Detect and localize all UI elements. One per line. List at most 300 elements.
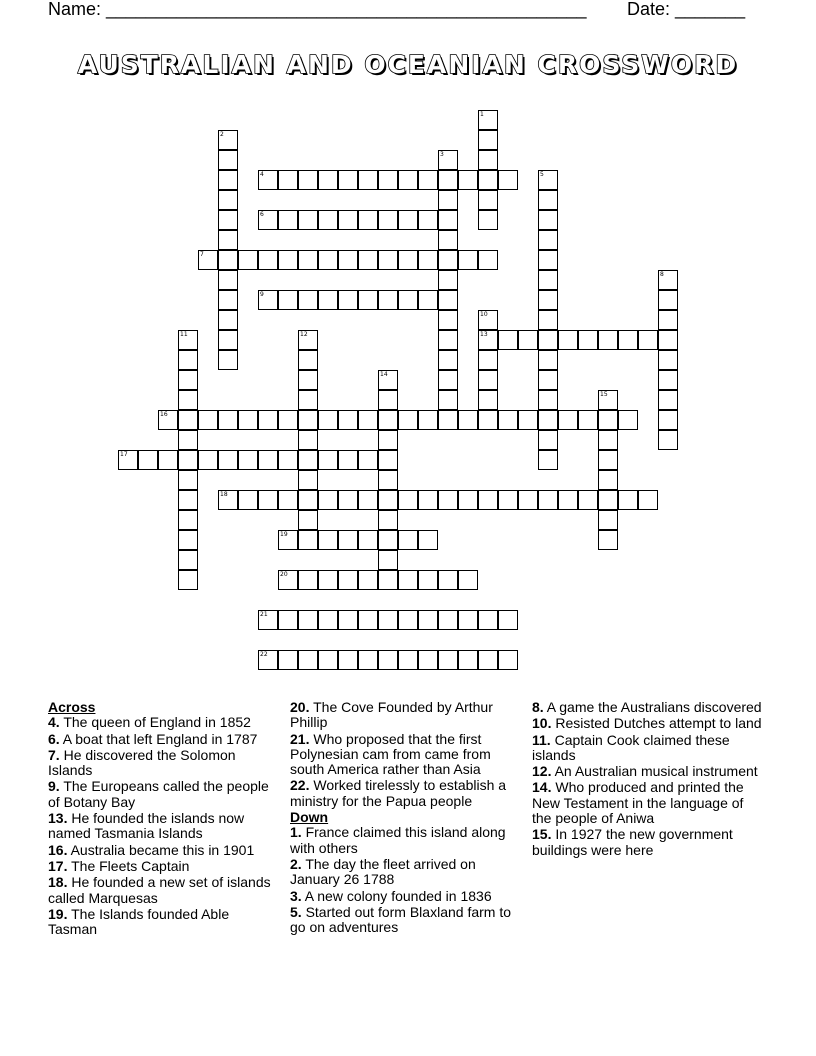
grid-cell[interactable] [658, 430, 678, 450]
grid-cell[interactable] [298, 370, 318, 390]
clue-number: 15 [600, 391, 608, 398]
grid-cell[interactable] [378, 410, 398, 430]
grid-cell[interactable] [398, 210, 418, 230]
grid-cell[interactable] [598, 530, 618, 550]
grid-cell[interactable] [538, 210, 558, 230]
clue-number: 9 [260, 291, 264, 298]
grid-cell[interactable] [178, 370, 198, 390]
down-clue [290, 825, 520, 856]
grid-cell[interactable] [478, 390, 498, 410]
grid-cell[interactable] [318, 610, 338, 630]
grid-cell[interactable] [178, 450, 198, 470]
grid-cell[interactable] [658, 270, 678, 290]
grid-cell[interactable] [278, 490, 298, 510]
grid-cell[interactable] [218, 230, 238, 250]
grid-cell[interactable] [378, 390, 398, 410]
grid-cell[interactable] [378, 370, 398, 390]
grid-cell[interactable] [438, 250, 458, 270]
clue-text: He founded the islands now named Tasmania Islands [48, 810, 245, 842]
grid-cell[interactable] [658, 330, 678, 350]
grid-cell[interactable] [218, 210, 238, 230]
grid-cell[interactable] [438, 570, 458, 590]
grid-cell[interactable] [278, 290, 298, 310]
clue-number: 20. [290, 699, 310, 715]
grid-cell[interactable] [118, 450, 138, 470]
clue-text: In 1927 the new government buildings were here [532, 826, 733, 858]
grid-cell[interactable] [538, 410, 558, 430]
grid-cell[interactable] [178, 390, 198, 410]
grid-cell[interactable] [318, 650, 338, 670]
grid-cell[interactable] [238, 250, 258, 270]
grid-cell[interactable] [538, 290, 558, 310]
grid-cell[interactable] [398, 250, 418, 270]
grid-cell[interactable] [498, 330, 518, 350]
grid-cell[interactable] [478, 150, 498, 170]
grid-cell[interactable] [318, 410, 338, 430]
grid-cell[interactable] [218, 130, 238, 150]
grid-cell[interactable] [218, 490, 238, 510]
grid-cell[interactable] [258, 490, 278, 510]
grid-cell[interactable] [278, 170, 298, 190]
grid-cell[interactable] [538, 330, 558, 350]
grid-cell[interactable] [418, 170, 438, 190]
grid-cell[interactable] [358, 610, 378, 630]
grid-cell[interactable] [178, 350, 198, 370]
grid-cell[interactable] [218, 410, 238, 430]
clue-text: The Cove Founded by Arthur Phillip [290, 699, 493, 731]
grid-cell[interactable] [358, 250, 378, 270]
grid-cell[interactable] [398, 170, 418, 190]
grid-cell[interactable] [358, 650, 378, 670]
grid-cell[interactable] [658, 310, 678, 330]
grid-cell[interactable] [478, 210, 498, 230]
grid-cell[interactable] [518, 410, 538, 430]
grid-cell[interactable] [338, 530, 358, 550]
grid-cell[interactable] [338, 650, 358, 670]
grid-cell[interactable] [378, 210, 398, 230]
grid-cell[interactable] [498, 650, 518, 670]
grid-cell[interactable] [178, 330, 198, 350]
grid-cell[interactable] [538, 450, 558, 470]
grid-cell[interactable] [438, 370, 458, 390]
grid-cell[interactable] [138, 450, 158, 470]
grid-cell[interactable] [638, 330, 658, 350]
grid-cell[interactable] [478, 110, 498, 130]
grid-cell[interactable] [598, 510, 618, 530]
grid-cell[interactable] [498, 410, 518, 430]
clue-number: 4. [48, 714, 60, 731]
grid-cell[interactable] [398, 530, 418, 550]
clue-text: Started out form Blaxland farm to go on adventures [290, 903, 512, 936]
grid-cell[interactable] [298, 410, 318, 430]
grid-cell[interactable] [458, 490, 478, 510]
grid-cell[interactable] [298, 170, 318, 190]
grid-cell[interactable] [178, 510, 198, 530]
grid-cell[interactable] [478, 370, 498, 390]
across-clue [48, 779, 278, 810]
grid-cell[interactable] [478, 650, 498, 670]
grid-cell[interactable] [278, 650, 298, 670]
clue-number: 17. [48, 857, 68, 874]
grid-cell[interactable] [298, 350, 318, 370]
grid-cell[interactable] [438, 610, 458, 630]
grid-cell[interactable] [158, 410, 178, 430]
grid-cell[interactable] [618, 330, 638, 350]
down-clue [290, 889, 520, 904]
grid-cell[interactable] [338, 570, 358, 590]
grid-cell[interactable] [358, 570, 378, 590]
grid-cell[interactable] [218, 310, 238, 330]
grid-cell[interactable] [358, 170, 378, 190]
grid-cell[interactable] [378, 550, 398, 570]
clue-text: France claimed this island along with others [290, 824, 506, 856]
grid-cell[interactable] [658, 390, 678, 410]
grid-cell[interactable] [478, 130, 498, 150]
grid-cell[interactable] [298, 210, 318, 230]
clue-number: 5. [290, 903, 302, 920]
grid-cell[interactable] [558, 410, 578, 430]
grid-cell[interactable] [478, 610, 498, 630]
grid-cell[interactable] [278, 530, 298, 550]
grid-cell[interactable] [478, 250, 498, 270]
grid-cell[interactable] [498, 170, 518, 190]
grid-cell[interactable] [358, 410, 378, 430]
grid-cell[interactable] [598, 330, 618, 350]
grid-cell[interactable] [298, 250, 318, 270]
down-clue [532, 780, 762, 826]
grid-cell[interactable] [658, 410, 678, 430]
grid-cell[interactable] [538, 430, 558, 450]
grid-cell[interactable] [498, 490, 518, 510]
grid-cell[interactable] [358, 290, 378, 310]
clue-text: He founded a new set of islands called Marquesas [48, 874, 271, 906]
clue-number: 10. [532, 715, 552, 732]
grid-cell[interactable] [298, 610, 318, 630]
grid-cell[interactable] [418, 410, 438, 430]
grid-cell[interactable] [338, 410, 358, 430]
clue-number: 4 [260, 171, 264, 178]
grid-cell[interactable] [338, 290, 358, 310]
clues-column-3 [532, 700, 762, 859]
grid-cell[interactable] [398, 610, 418, 630]
clue-number: 5 [540, 171, 544, 178]
clue-text: Captain Cook claimed these islands [532, 731, 730, 763]
grid-cell[interactable] [218, 350, 238, 370]
clue-text: The Fleets Captain [67, 857, 190, 874]
grid-cell[interactable] [318, 530, 338, 550]
grid-cell[interactable] [638, 490, 658, 510]
grid-cell[interactable] [458, 410, 478, 430]
grid-cell[interactable] [338, 210, 358, 230]
grid-cell[interactable] [318, 210, 338, 230]
grid-cell[interactable] [438, 270, 458, 290]
grid-cell[interactable] [218, 150, 238, 170]
grid-cell[interactable] [438, 330, 458, 350]
grid-cell[interactable] [278, 610, 298, 630]
grid-cell[interactable] [418, 210, 438, 230]
clue-text: Worked tirelessly to establish a ministry for the Papua people [290, 777, 507, 809]
grid-cell[interactable] [218, 190, 238, 210]
grid-cell[interactable] [578, 410, 598, 430]
grid-cell[interactable] [218, 330, 238, 350]
grid-cell[interactable] [298, 330, 318, 350]
grid-cell[interactable] [418, 490, 438, 510]
grid-cell[interactable] [298, 490, 318, 510]
grid-cell[interactable] [418, 650, 438, 670]
grid-cell[interactable] [378, 170, 398, 190]
grid-cell[interactable] [478, 190, 498, 210]
clue-number: 3. [290, 887, 302, 904]
grid-cell[interactable] [418, 570, 438, 590]
across-clue [290, 732, 520, 778]
grid-cell[interactable] [298, 290, 318, 310]
grid-cell[interactable] [558, 490, 578, 510]
grid-cell[interactable] [318, 490, 338, 510]
grid-cell[interactable] [598, 450, 618, 470]
grid-cell[interactable] [378, 510, 398, 530]
grid-cell[interactable] [438, 150, 458, 170]
grid-cell[interactable] [358, 530, 378, 550]
grid-cell[interactable] [238, 450, 258, 470]
grid-cell[interactable] [258, 410, 278, 430]
grid-cell[interactable] [418, 530, 438, 550]
grid-cell[interactable] [398, 410, 418, 430]
grid-cell[interactable] [598, 390, 618, 410]
grid-cell[interactable] [338, 610, 358, 630]
clue-number: 16. [48, 841, 68, 858]
grid-cell[interactable] [178, 550, 198, 570]
grid-cell[interactable] [278, 410, 298, 430]
clue-number: 19 [280, 531, 288, 538]
grid-cell[interactable] [518, 330, 538, 350]
grid-cell[interactable] [458, 250, 478, 270]
grid-cell[interactable] [538, 170, 558, 190]
grid-cell[interactable] [318, 450, 338, 470]
grid-cell[interactable] [218, 170, 238, 190]
clue-number: 2 [220, 131, 224, 138]
down-clue [532, 733, 762, 764]
grid-cell[interactable] [378, 530, 398, 550]
grid-cell[interactable] [178, 490, 198, 510]
grid-cell[interactable] [258, 250, 278, 270]
grid-cell[interactable] [398, 650, 418, 670]
grid-cell[interactable] [598, 490, 618, 510]
clue-text: A game the Australians discovered [543, 699, 762, 715]
clue-number: 1. [290, 824, 302, 841]
grid-cell[interactable] [478, 490, 498, 510]
grid-cell[interactable] [438, 650, 458, 670]
grid-cell[interactable] [398, 290, 418, 310]
clue-number: 6 [260, 211, 264, 218]
grid-cell[interactable] [578, 330, 598, 350]
grid-cell[interactable] [518, 490, 538, 510]
grid-cell[interactable] [298, 430, 318, 450]
grid-cell[interactable] [538, 490, 558, 510]
grid-cell[interactable] [418, 290, 438, 310]
grid-cell[interactable] [438, 350, 458, 370]
grid-cell[interactable] [538, 370, 558, 390]
down-clue [532, 700, 762, 715]
grid-cell[interactable] [378, 450, 398, 470]
grid-cell[interactable] [298, 650, 318, 670]
grid-cell[interactable] [338, 250, 358, 270]
clue-number: 3 [440, 151, 444, 158]
grid-cell[interactable] [438, 410, 458, 430]
clue-number: 8. [532, 699, 544, 715]
grid-cell[interactable] [298, 510, 318, 530]
grid-cell[interactable] [398, 570, 418, 590]
grid-cell[interactable] [378, 250, 398, 270]
grid-cell[interactable] [298, 390, 318, 410]
grid-cell[interactable] [618, 490, 638, 510]
grid-cell[interactable] [598, 430, 618, 450]
grid-cell[interactable] [438, 170, 458, 190]
grid-cell[interactable] [478, 350, 498, 370]
grid-cell[interactable] [418, 250, 438, 270]
grid-cell[interactable] [178, 470, 198, 490]
grid-cell[interactable] [598, 410, 618, 430]
grid-cell[interactable] [258, 610, 278, 630]
grid-cell[interactable] [378, 430, 398, 450]
grid-cell[interactable] [318, 570, 338, 590]
down-clue [532, 827, 762, 858]
grid-cell[interactable] [438, 210, 458, 230]
date-field[interactable]: Date: _______ [627, 0, 746, 19]
clue-number: 8 [660, 271, 664, 278]
clue-number: 19. [48, 905, 68, 922]
grid-cell[interactable] [278, 210, 298, 230]
grid-cell[interactable] [378, 610, 398, 630]
clues-column-2 [290, 700, 520, 936]
grid-cell[interactable] [438, 290, 458, 310]
grid-cell[interactable] [498, 610, 518, 630]
down-clue-list-continued [532, 700, 762, 858]
grid-cell[interactable] [258, 170, 278, 190]
clue-number: 21 [260, 611, 268, 618]
grid-cell[interactable] [378, 490, 398, 510]
grid-cell[interactable] [378, 290, 398, 310]
grid-cell[interactable] [338, 490, 358, 510]
across-clue [48, 843, 278, 858]
grid-cell[interactable] [298, 570, 318, 590]
grid-cell[interactable] [258, 210, 278, 230]
grid-cell[interactable] [538, 390, 558, 410]
grid-cell[interactable] [558, 330, 578, 350]
grid-cell[interactable] [298, 530, 318, 550]
grid-cell[interactable] [538, 230, 558, 250]
grid-cell[interactable] [478, 170, 498, 190]
grid-cell[interactable] [658, 290, 678, 310]
clue-text: A boat that left England in 1787 [59, 730, 258, 747]
grid-cell[interactable] [458, 610, 478, 630]
grid-cell[interactable] [178, 530, 198, 550]
grid-cell[interactable] [178, 410, 198, 430]
across-clue [48, 715, 278, 730]
grid-cell[interactable] [318, 170, 338, 190]
grid-cell[interactable] [218, 270, 238, 290]
grid-cell[interactable] [298, 470, 318, 490]
grid-cell[interactable] [338, 170, 358, 190]
grid-cell[interactable] [418, 610, 438, 630]
grid-cell[interactable] [378, 470, 398, 490]
grid-cell[interactable] [258, 450, 278, 470]
across-clue [290, 778, 520, 809]
grid-cell[interactable] [478, 330, 498, 350]
grid-cell[interactable] [478, 310, 498, 330]
grid-cell[interactable] [158, 450, 178, 470]
grid-cell[interactable] [198, 450, 218, 470]
grid-cell[interactable] [398, 490, 418, 510]
grid-cell[interactable] [578, 490, 598, 510]
clue-number: 6. [48, 730, 60, 747]
grid-cell[interactable] [478, 410, 498, 430]
grid-cell[interactable] [218, 450, 238, 470]
grid-cell[interactable] [438, 390, 458, 410]
grid-cell[interactable] [618, 410, 638, 430]
grid-cell[interactable] [218, 290, 238, 310]
grid-cell[interactable] [338, 450, 358, 470]
clue-text: The day the fleet arrived on January 26 1788 [290, 855, 476, 888]
grid-cell[interactable] [318, 290, 338, 310]
grid-cell[interactable] [438, 230, 458, 250]
across-clue [290, 700, 520, 731]
grid-cell[interactable] [238, 490, 258, 510]
grid-cell[interactable] [178, 430, 198, 450]
grid-cell[interactable] [538, 310, 558, 330]
clue-text: The queen of England in 1852 [59, 714, 251, 731]
grid-cell[interactable] [258, 650, 278, 670]
grid-cell[interactable] [378, 650, 398, 670]
grid-cell[interactable] [198, 410, 218, 430]
name-field[interactable]: Name: ________________________________________________ [48, 0, 587, 19]
grid-cell[interactable] [278, 570, 298, 590]
grid-cell[interactable] [278, 250, 298, 270]
grid-cell[interactable] [298, 450, 318, 470]
grid-cell[interactable] [538, 250, 558, 270]
grid-cell[interactable] [538, 190, 558, 210]
grid-cell[interactable] [238, 410, 258, 430]
grid-cell[interactable] [278, 450, 298, 470]
grid-cell[interactable] [538, 270, 558, 290]
grid-cell[interactable] [458, 570, 478, 590]
grid-cell[interactable] [458, 650, 478, 670]
clue-text: Resisted Dutches attempt to land [551, 715, 762, 732]
grid-cell[interactable] [358, 450, 378, 470]
grid-cell[interactable] [598, 470, 618, 490]
grid-cell[interactable] [438, 490, 458, 510]
grid-cell[interactable] [378, 570, 398, 590]
grid-cell[interactable] [458, 170, 478, 190]
grid-cell[interactable] [258, 290, 278, 310]
grid-cell[interactable] [358, 210, 378, 230]
grid-cell[interactable] [358, 490, 378, 510]
grid-cell[interactable] [438, 310, 458, 330]
clue-text: The Islands founded Able Tasman [48, 905, 230, 938]
grid-cell[interactable] [538, 350, 558, 370]
down-heading: Down [290, 809, 329, 826]
clue-number: 1 [480, 111, 484, 118]
clue-number: 10 [480, 311, 488, 318]
grid-cell[interactable] [438, 190, 458, 210]
grid-cell[interactable] [658, 370, 678, 390]
grid-cell[interactable] [218, 250, 238, 270]
clue-number: 22 [260, 651, 268, 658]
grid-cell[interactable] [178, 570, 198, 590]
grid-cell[interactable] [658, 350, 678, 370]
grid-cell[interactable] [318, 250, 338, 270]
grid-cell[interactable] [198, 250, 218, 270]
down-clue [290, 857, 520, 888]
